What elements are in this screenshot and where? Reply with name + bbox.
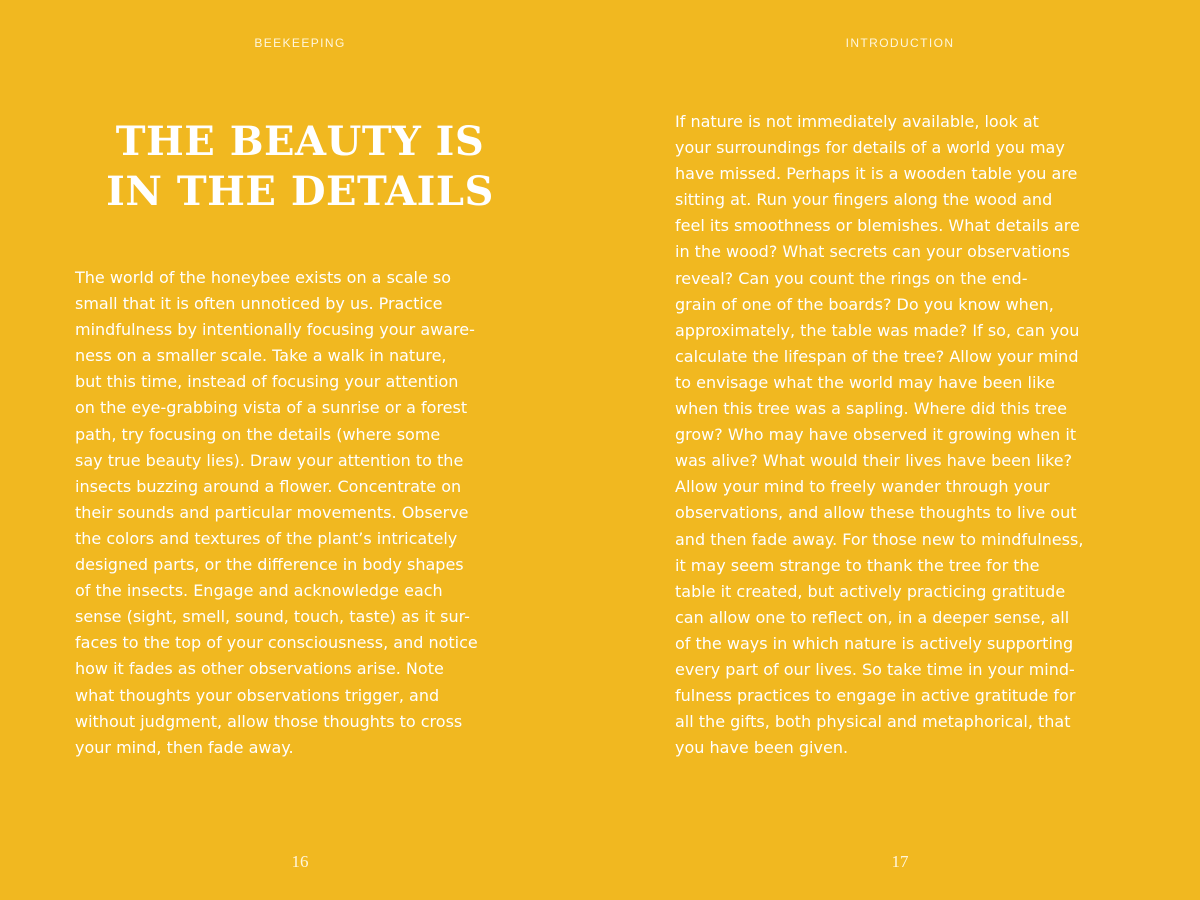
right-page [600,0,1200,900]
body-line: faces to the top of your consciousness, and notice [75,633,478,653]
body-line: without judgment, allow those thoughts to cross [75,711,463,731]
body-line: your surroundings for details of a world you may [675,138,1065,158]
body-line: grain of one of the boards? Do you know when, [675,294,1054,314]
body-line: to envisage what the world may have been like [675,372,1055,392]
body-line: insects buzzing around a flower. Concentrate on [75,476,462,496]
body-line: approximately, the table was made? If so, can you [675,320,1080,340]
left-body-text [75,265,478,761]
body-line: how it fades as other observations arise. Note [75,659,444,679]
body-line: in the wood? What secrets can your observations [675,242,1071,262]
body-line: when this tree was a sapling. Where did this tree [675,399,1067,419]
body-line: feel its smoothness or blemishes. What details are [675,216,1080,236]
title-line-2: IN THE DETAILS [106,168,494,215]
body-line: path, try focusing on the details (where some [75,424,441,444]
chapter-title [0,117,600,217]
body-line: table it created, but actively practicing gratitude [675,581,1066,601]
body-line: of the insects. Engage and acknowledge each [75,581,443,601]
body-line: and then fade away. For those new to mindfulness, [675,529,1084,549]
body-line: can allow one to reflect on, in a deeper sense, all [675,607,1070,627]
body-line: your mind, then fade away. [75,737,294,757]
body-line: grow? Who may have observed it growing when it [675,425,1077,445]
body-line: If nature is not immediately available, look at [675,112,1039,131]
page-number-right: 17 [891,852,909,871]
body-line: it may seem strange to thank the tree for the [675,555,1040,575]
body-line: was alive? What would their lives have been like? [675,451,1073,471]
body-line: Allow your mind to freely wander through your [675,477,1050,497]
body-line: on the eye-grabbing vista of a sunrise or a forest [75,398,468,418]
body-line: you have been given. [675,738,849,758]
body-line: every part of our lives. So take time in your mind- [675,659,1075,679]
body-line: all the gifts, both physical and metaphorical, that [675,712,1071,732]
body-line: sense (sight, smell, sound, touch, taste) as it sur- [75,607,470,627]
body-line: sitting at. Run your fingers along the wood and [675,190,1053,210]
body-line: what thoughts your observations trigger, and [75,685,440,705]
body-line: the colors and textures of the plant’s intricately [75,528,458,548]
body-line: designed parts, or the difference in body shapes [75,555,464,575]
running-head-left: BEEKEEPING [254,36,346,50]
body-line: have missed. Perhaps it is a wooden table you are [675,164,1078,184]
body-line: calculate the lifespan of the tree? Allow your mind [675,346,1079,366]
body-line: their sounds and particular movements. Observe [75,502,469,522]
body-line: fulness practices to engage in active gratitude for [675,686,1076,706]
body-line: reveal? Can you count the rings on the end- [675,268,1028,288]
title-line-1: THE BEAUTY IS [115,118,485,165]
body-line: mindfulness by intentionally focusing your aware- [75,320,475,340]
body-line: The world of the honeybee exists on a scale so [75,268,451,287]
body-line: observations, and allow these thoughts to live out [675,503,1077,523]
running-head-right: INTRODUCTION [845,36,955,50]
body-line: small that it is often unnoticed by us. Practice [75,294,443,314]
body-line: ness on a smaller scale. Take a walk in nature, [75,346,447,366]
body-line: but this time, instead of focusing your attention [75,372,459,392]
page-number-left: 16 [291,852,309,871]
body-line: of the ways in which nature is actively supporting [675,633,1074,653]
body-line: say true beauty lies). Draw your attention to the [75,450,464,470]
right-body-text [675,109,1083,761]
